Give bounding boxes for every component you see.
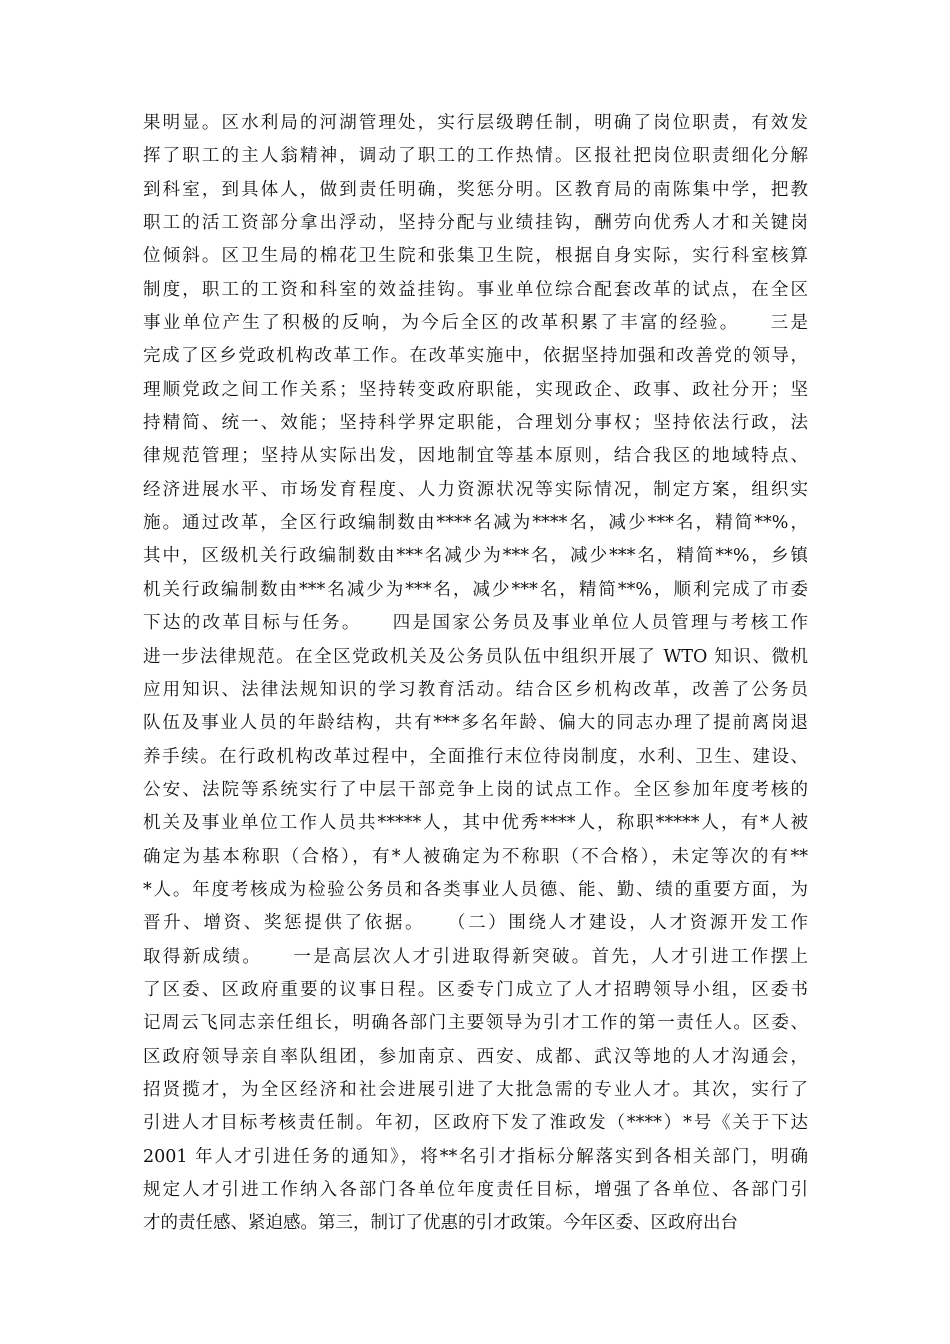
text-line: 规定人才引进工作纳入各部门各单位年度责任目标，增强了各单位、各部门引 <box>143 1180 808 1200</box>
text-line: 应用知识、法律法规知识的学习教育活动。结合区乡机构改革，改善了公务员 <box>143 679 808 700</box>
text-line: 养手续。在行政机构改革过程中，全面推行末位待岗制度，水利、卫生、建设、 <box>143 746 808 767</box>
text-line: 制度，职工的工资和科室的效益挂钩。事业单位综合配套改革的试点，在全区 <box>143 279 808 300</box>
text-line: 事业单位产生了积极的反响，为今后全区的改革积累了丰富的经验。 三是 <box>143 313 808 334</box>
text-line: 经济进展水平、市场发育程度、人力资源状况等实际情况，制定方案，组织实 <box>143 479 808 500</box>
text-line: 完成了区乡党政机构改革工作。在改革实施中，依据坚持加强和改善党的领导， <box>143 346 808 367</box>
text-line: 公安、法院等系统实行了中层干部竞争上岗的试点工作。全区参加年度考核的 <box>143 779 808 800</box>
text-line: 引进人才目标考核责任制。年初，区政府下发了淮政发（****）*号《关于下达 <box>143 1113 808 1134</box>
text-line: *人。年度考核成为检验公务员和各类事业人员德、能、勤、绩的重要方面，为 <box>143 879 808 900</box>
text-line: 挥了职工的主人翁精神，调动了职工的工作热情。区报社把岗位职责细化分解 <box>143 146 808 167</box>
text-line: 招贤揽才，为全区经济和社会进展引进了大批急需的专业人才。其次，实行了 <box>143 1079 808 1100</box>
text-line: 位倾斜。区卫生局的棉花卫生院和张集卫生院，根据自身实际，实行科室核算 <box>143 246 808 267</box>
body-text <box>143 107 808 1241</box>
text-line: 持精简、统一、效能；坚持科学界定职能，合理划分事权；坚持依法行政，法 <box>143 413 808 434</box>
text-line: 进一步法律规范。在全区党政机关及公务员队伍中组织开展了 WTO 知识、微机 <box>143 646 808 667</box>
text-line: 区政府领导亲自率队组团，参加南京、西安、成都、武汉等地的人才沟通会， <box>143 1046 808 1067</box>
text-line: 队伍及事业人员的年龄结构，共有***多名年龄、偏大的同志办理了提前离岗退 <box>143 713 808 734</box>
text-line: 机关及事业单位工作人员共*****人，其中优秀****人，称职*****人，有*人被 <box>143 813 808 834</box>
text-line: 职工的活工资部分拿出浮动，坚持分配与业绩挂钩，酬劳向优秀人才和关键岗 <box>143 213 808 234</box>
text-line: 了区委、区政府重要的议事日程。区委专门成立了人才招聘领导小组，区委书 <box>143 979 808 1000</box>
text-line: 机关行政编制数由***名减少为***名，减少***名，精简**%，顺利完成了市委 <box>143 579 808 600</box>
text-line: 2001 年人才引进任务的通知》，将**名引才指标分解落实到各相关部门，明确 <box>143 1146 808 1167</box>
text-line: 晋升、增资、奖惩提供了依据。 （二）围绕人才建设，人才资源开发工作 <box>143 913 808 934</box>
text-line: 理顺党政之间工作关系；坚持转变政府职能，实现政企、政事、政社分开；坚 <box>143 379 808 400</box>
text-line: 取得新成绩。 一是高层次人才引进取得新突破。首先，人才引进工作摆上 <box>143 946 808 967</box>
text-line: 下达的改革目标与任务。 四是国家公务员及事业单位人员管理与考核工作 <box>143 613 808 634</box>
text-line: 才的责任感、紧迫感。第三，制订了优惠的引才政策。今年区委、区政府出台 <box>143 1213 738 1234</box>
text-line: 施。通过改革，全区行政编制数由****名减为****名，减少***名，精简**%， <box>143 513 808 534</box>
text-line: 记周云飞同志亲任组长，明确各部门主要领导为引才工作的第一责任人。区委、 <box>143 1013 808 1034</box>
text-line: 律规范管理；坚持从实际出发，因地制宜等基本原则，结合我区的地域特点、 <box>143 446 808 467</box>
text-line: 其中，区级机关行政编制数由***名减少为***名，减少***名，精简**%，乡镇 <box>143 546 808 567</box>
text-line: 确定为基本称职（合格），有*人被确定为不称职（不合格），未定等次的有** <box>143 846 808 867</box>
text-line: 到科室，到具体人，做到责任明确，奖惩分明。区教育局的南陈集中学，把教 <box>143 179 808 200</box>
text-line: 果明显。区水利局的河湖管理处，实行层级聘任制，明确了岗位职责，有效发 <box>143 113 808 133</box>
